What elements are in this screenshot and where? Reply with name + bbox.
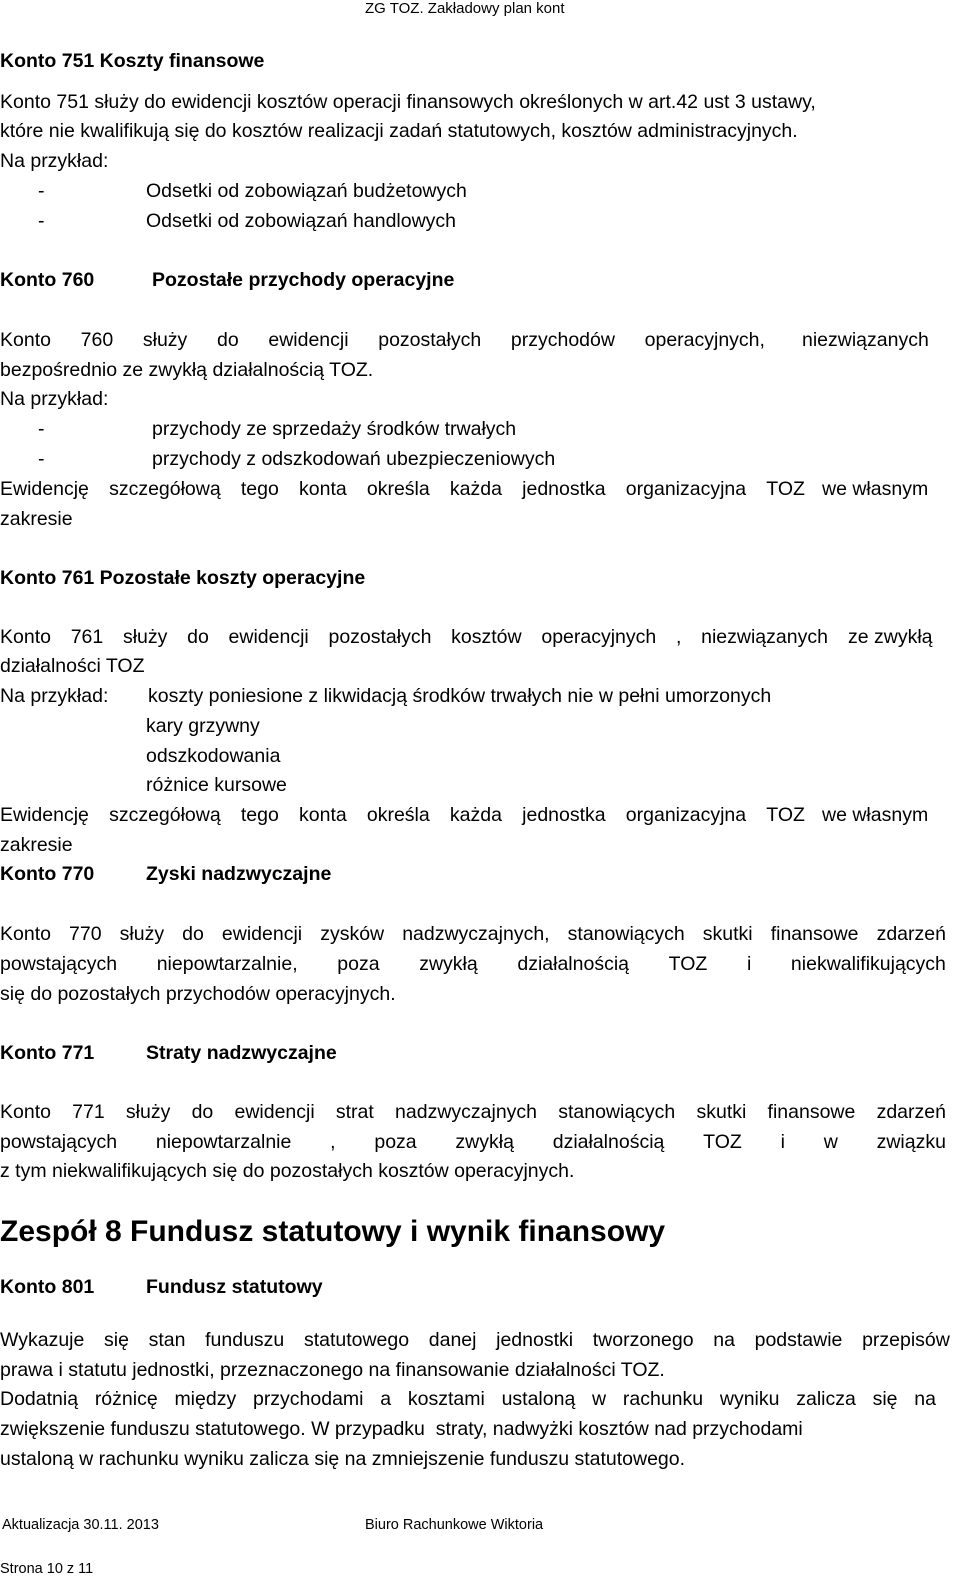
list-dash: - (38, 418, 45, 440)
word: pozostałych (328, 626, 432, 648)
konto-761-heading: Konto 761 Pozostałe koszty operacyjne (0, 567, 366, 589)
word: do (187, 626, 209, 648)
word: się (872, 1388, 898, 1410)
konto-771-name: Straty nadzwyczajne (146, 1042, 337, 1064)
section-heading-zespol-8: Zespół 8 Fundusz statutowy i wynik finansowy (0, 1215, 666, 1248)
list-dash: - (38, 210, 45, 232)
konto-761-example-label: Na przykład: (0, 685, 109, 707)
word: kosztów (451, 626, 522, 648)
footer-page-number: Strona 10 z 11 (0, 1561, 94, 1577)
word: konta (299, 478, 347, 500)
word: pozostałych (378, 329, 482, 351)
word: skutki (696, 1101, 747, 1123)
word: zalicza (796, 1388, 856, 1410)
word: operacyjnych, (644, 329, 765, 351)
word: TOZ (766, 804, 805, 826)
konto-760-example-item: przychody z odszkodowań ubezpieczeniowych (152, 448, 556, 470)
word: zwykłą (455, 1131, 514, 1153)
page-header-title: ZG TOZ. Zakładowy plan kont (365, 0, 565, 17)
word: Wykazuje (0, 1329, 85, 1351)
word: stanowiących (567, 923, 685, 945)
list-dash: - (38, 180, 45, 202)
word: ewidencji (268, 329, 349, 351)
word: kosztami (407, 1388, 485, 1410)
word: na (713, 1329, 735, 1351)
word: skutki (702, 923, 753, 945)
word: szczegółową (109, 478, 221, 500)
konto-760-name: Pozostałe przychody operacyjne (152, 269, 455, 291)
word: niepowtarzalnie (155, 1131, 292, 1153)
word: służy (125, 1101, 171, 1123)
word: strat (335, 1101, 374, 1123)
word: niekwalifikujących (790, 953, 946, 975)
konto-751-desc-line2: które nie kwalifikują się do kosztów realizacji zadań statutowych, kosztów administracyjnych. (0, 120, 798, 142)
word: jednostki (496, 1329, 574, 1351)
konto-760-ewidencja-line2: zakresie (0, 508, 73, 530)
word: danej (428, 1329, 477, 1351)
konto-801-desc-line3 (0, 1390, 936, 1410)
konto-801-name: Fundusz statutowy (146, 1276, 323, 1298)
konto-771-number: Konto 771 (0, 1042, 95, 1064)
word: Konto (0, 1101, 51, 1123)
word: zwykłą (419, 953, 478, 975)
konto-770-desc-line3: się do pozostałych przychodów operacyjnych. (0, 983, 396, 1005)
word: każda (449, 804, 502, 826)
konto-761-ewidencja-line2: zakresie (0, 834, 73, 856)
konto-760-example-item: przychody ze sprzedaży środków trwałych (152, 418, 517, 440)
word: finansowe (770, 923, 859, 945)
word: konta (299, 804, 347, 826)
word: określa (366, 478, 430, 500)
word: Konto (0, 626, 51, 648)
word: TOZ (703, 1131, 742, 1153)
word: tego (240, 804, 279, 826)
konto-760-desc-line2: bezpośrednio ze zwykłą działalnością TOZ. (0, 359, 374, 381)
word: statutowego (303, 1329, 410, 1351)
word: tego (240, 478, 279, 500)
word: każda (449, 478, 502, 500)
word: zysków (320, 923, 385, 945)
konto-770-desc-line2 (0, 955, 946, 975)
word: poza (337, 953, 380, 975)
word: służy (142, 329, 188, 351)
word: zdarzeń (876, 1101, 946, 1123)
konto-760-ewidencja-end: we własnym (822, 478, 929, 500)
word: a (380, 1388, 392, 1410)
word: Ewidencję (0, 478, 89, 500)
konto-761-desc-end: ze zwykłą (848, 626, 933, 648)
word: jednostka (522, 478, 606, 500)
word: podstawie (754, 1329, 843, 1351)
konto-761-example-item: koszty poniesione z likwidacją środków trwałych nie w pełni umorzonych (148, 685, 772, 707)
konto-801-desc-line1 (0, 1331, 950, 1351)
word: ustaloną (501, 1388, 576, 1410)
word: niepowtarzalnie, (156, 953, 298, 975)
word: Ewidencję (0, 804, 89, 826)
konto-761-ewidencja-end: we własnym (822, 804, 929, 826)
word: związku (876, 1131, 946, 1153)
konto-761-example-item: kary grzywny (146, 715, 260, 737)
word: zdarzeń (876, 923, 946, 945)
word: stanowiących (558, 1101, 676, 1123)
word: organizacyjna (625, 478, 747, 500)
word: funduszu (205, 1329, 285, 1351)
word: Konto (0, 329, 51, 351)
konto-770-number: Konto 770 (0, 863, 95, 885)
konto-751-example-item: Odsetki od zobowiązań handlowych (146, 210, 457, 232)
konto-760-example-label: Na przykład: (0, 388, 109, 410)
konto-771-desc-line1 (0, 1103, 946, 1123)
word: w (823, 1131, 838, 1153)
word: między (174, 1388, 237, 1410)
word: 761 (70, 626, 104, 648)
konto-761-example-item: odszkodowania (146, 745, 281, 767)
konto-801-desc-line4: zwiększenie funduszu statutowego. W przypadku straty, nadwyżki kosztów nad przychodami (0, 1418, 803, 1440)
word: ewidencji (228, 626, 309, 648)
word: stan (148, 1329, 186, 1351)
word: powstających (0, 953, 118, 975)
word: służy (122, 626, 168, 648)
konto-770-name: Zyski nadzwyczajne (146, 863, 332, 885)
word: , (675, 626, 682, 648)
word: różnicę (94, 1388, 158, 1410)
word: 760 (80, 329, 114, 351)
word: do (216, 329, 239, 351)
word: finansowe (767, 1101, 856, 1123)
word: przychodów (510, 329, 615, 351)
konto-760-number: Konto 760 (0, 269, 95, 291)
word: określa (366, 804, 430, 826)
konto-760-ewidencja-line1 (0, 480, 805, 500)
konto-801-desc-line2: prawa i statutu jednostki, przeznaczonego na finansowanie działalności TOZ. (0, 1359, 665, 1381)
word: 770 (69, 923, 102, 945)
konto-761-example-item: różnice kursowe (146, 774, 287, 796)
word: przepisów (862, 1329, 950, 1351)
word: rachunku (622, 1388, 704, 1410)
word: powstających (0, 1131, 118, 1153)
list-dash: - (38, 448, 45, 470)
word: organizacyjna (625, 804, 747, 826)
word: TOZ (668, 953, 708, 975)
word: na (914, 1388, 936, 1410)
konto-751-desc-line1: Konto 751 służy do ewidencji kosztów operacji finansowych określonych w art.42 ust 3 ustawy, (0, 91, 816, 113)
konto-751-example-item: Odsetki od zobowiązań budżetowych (146, 180, 467, 202)
word: poza (374, 1131, 417, 1153)
konto-770-desc-line1 (0, 925, 946, 945)
konto-771-desc-line3: z tym niekwalifikujących się do pozostałych kosztów operacyjnych. (0, 1160, 575, 1182)
word: do (182, 923, 204, 945)
konto-771-desc-line2 (0, 1133, 946, 1153)
word: działalnością (517, 953, 630, 975)
word: operacyjnych (541, 626, 657, 648)
word: i (746, 953, 752, 975)
konto-801-number: Konto 801 (0, 1276, 95, 1298)
word: jednostka (522, 804, 606, 826)
word: Konto (0, 923, 51, 945)
konto-751-heading: Konto 751 Koszty finansowe (0, 50, 265, 72)
konto-751-example-label: Na przykład: (0, 150, 109, 172)
word: nadzwyczajnych (395, 1101, 538, 1123)
word: działalnością (552, 1131, 665, 1153)
konto-801-desc-line5: ustaloną w rachunku wyniku zalicza się na zmniejszenie funduszu statutowego. (0, 1448, 686, 1470)
word: nadzwyczajnych, (402, 923, 550, 945)
word: szczegółową (109, 804, 221, 826)
word: się (104, 1329, 129, 1351)
word: przychodami (252, 1388, 364, 1410)
footer-office-name: Biuro Rachunkowe Wiktoria (365, 1517, 544, 1533)
word: służy (119, 923, 165, 945)
word: wyniku (719, 1388, 780, 1410)
konto-761-desc-line1 (0, 628, 828, 648)
konto-760-desc-line1 (0, 331, 765, 351)
word: niezwiązanych (701, 626, 828, 648)
word: w (592, 1388, 607, 1410)
footer-update-date: Aktualizacja 30.11. 2013 (2, 1517, 159, 1533)
word: , (330, 1131, 336, 1153)
word: tworzonego (592, 1329, 694, 1351)
word: ewidencji (234, 1101, 315, 1123)
konto-761-ewidencja-line1 (0, 806, 805, 826)
konto-760-desc-end: niezwiązanych (802, 329, 929, 351)
word: 771 (72, 1101, 105, 1123)
word: i (780, 1131, 785, 1153)
word: ewidencji (221, 923, 303, 945)
word: Dodatnią (0, 1388, 79, 1410)
konto-761-desc-line2: działalności TOZ (0, 655, 145, 677)
word: do (191, 1101, 214, 1123)
word: TOZ (766, 478, 805, 500)
